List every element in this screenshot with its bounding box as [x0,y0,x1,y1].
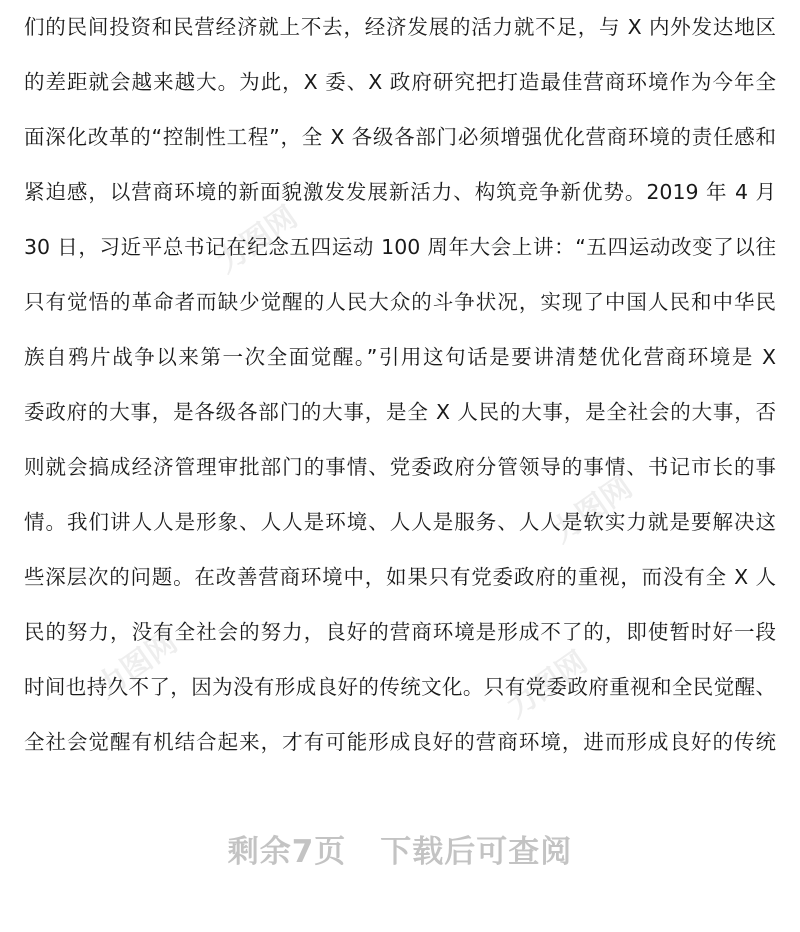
remaining-pages-banner[interactable] [0,826,800,871]
text-line: 面深化改革的“控制性工程”，全 X 各级各部门必须增强优化营商环境的责任感和 [24,125,776,149]
watermark: 力图网 [500,644,594,726]
text-line: 时间也持久不了，因为没有形成良好的传统文化。只有党委政府重视和全民觉醒、 [24,675,776,699]
watermark: 力图网 [210,199,304,281]
text-line: 紧迫感，以营商环境的新面貌激发发展新活力、构筑竞争新优势。2019 年 4 月 [24,180,776,204]
text-line: 的差距就会越来越大。为此，X 委、X 政府研究把打造最佳营商环境作为今年全 [24,70,776,94]
text-line: 全社会觉醒有机结合起来，才有可能形成良好的营商环境，进而形成良好的传统 [24,730,776,754]
text-line: 委政府的大事，是各级各部门的大事，是全 X 人民的大事，是全社会的大事，否 [24,400,776,424]
remaining-pages-label: 剩余7页 [227,834,347,870]
text-line: 们的民间投资和民营经济就上不去，经济发展的活力就不足，与 X 内外发达地区 [24,15,776,39]
text-line: 民的努力，没有全社会的努力，良好的营商环境是形成不了的，即使暂时好一段 [24,620,776,644]
text-line: 则就会搞成经济管理审批部门的事情、党委政府分管领导的事情、书记市长的事 [24,455,776,479]
text-line: 30 日，习近平总书记在纪念五四运动 100 周年大会上讲：“五四运动改变了以往 [24,235,776,259]
text-line: 族自鸦片战争以来第一次全面觉醒。”引用这句话是要讲清楚优化营商环境是 X [24,345,776,369]
text-line: 只有觉悟的革命者而缺少觉醒的人民大众的斗争状况，实现了中国人民和中华民 [24,290,776,314]
watermark: 力图网 [90,624,184,706]
text-line: 情。我们讲人人是形象、人人是环境、人人是服务、人人是软实力就是要解决这 [24,510,776,534]
document-body [24,0,776,770]
text-line: 些深层次的问题。在改善营商环境中，如果只有党委政府的重视，而没有全 X 人 [24,565,776,589]
download-prompt: 下载后可查阅 [380,834,573,870]
watermark: 力图网 [545,469,639,551]
